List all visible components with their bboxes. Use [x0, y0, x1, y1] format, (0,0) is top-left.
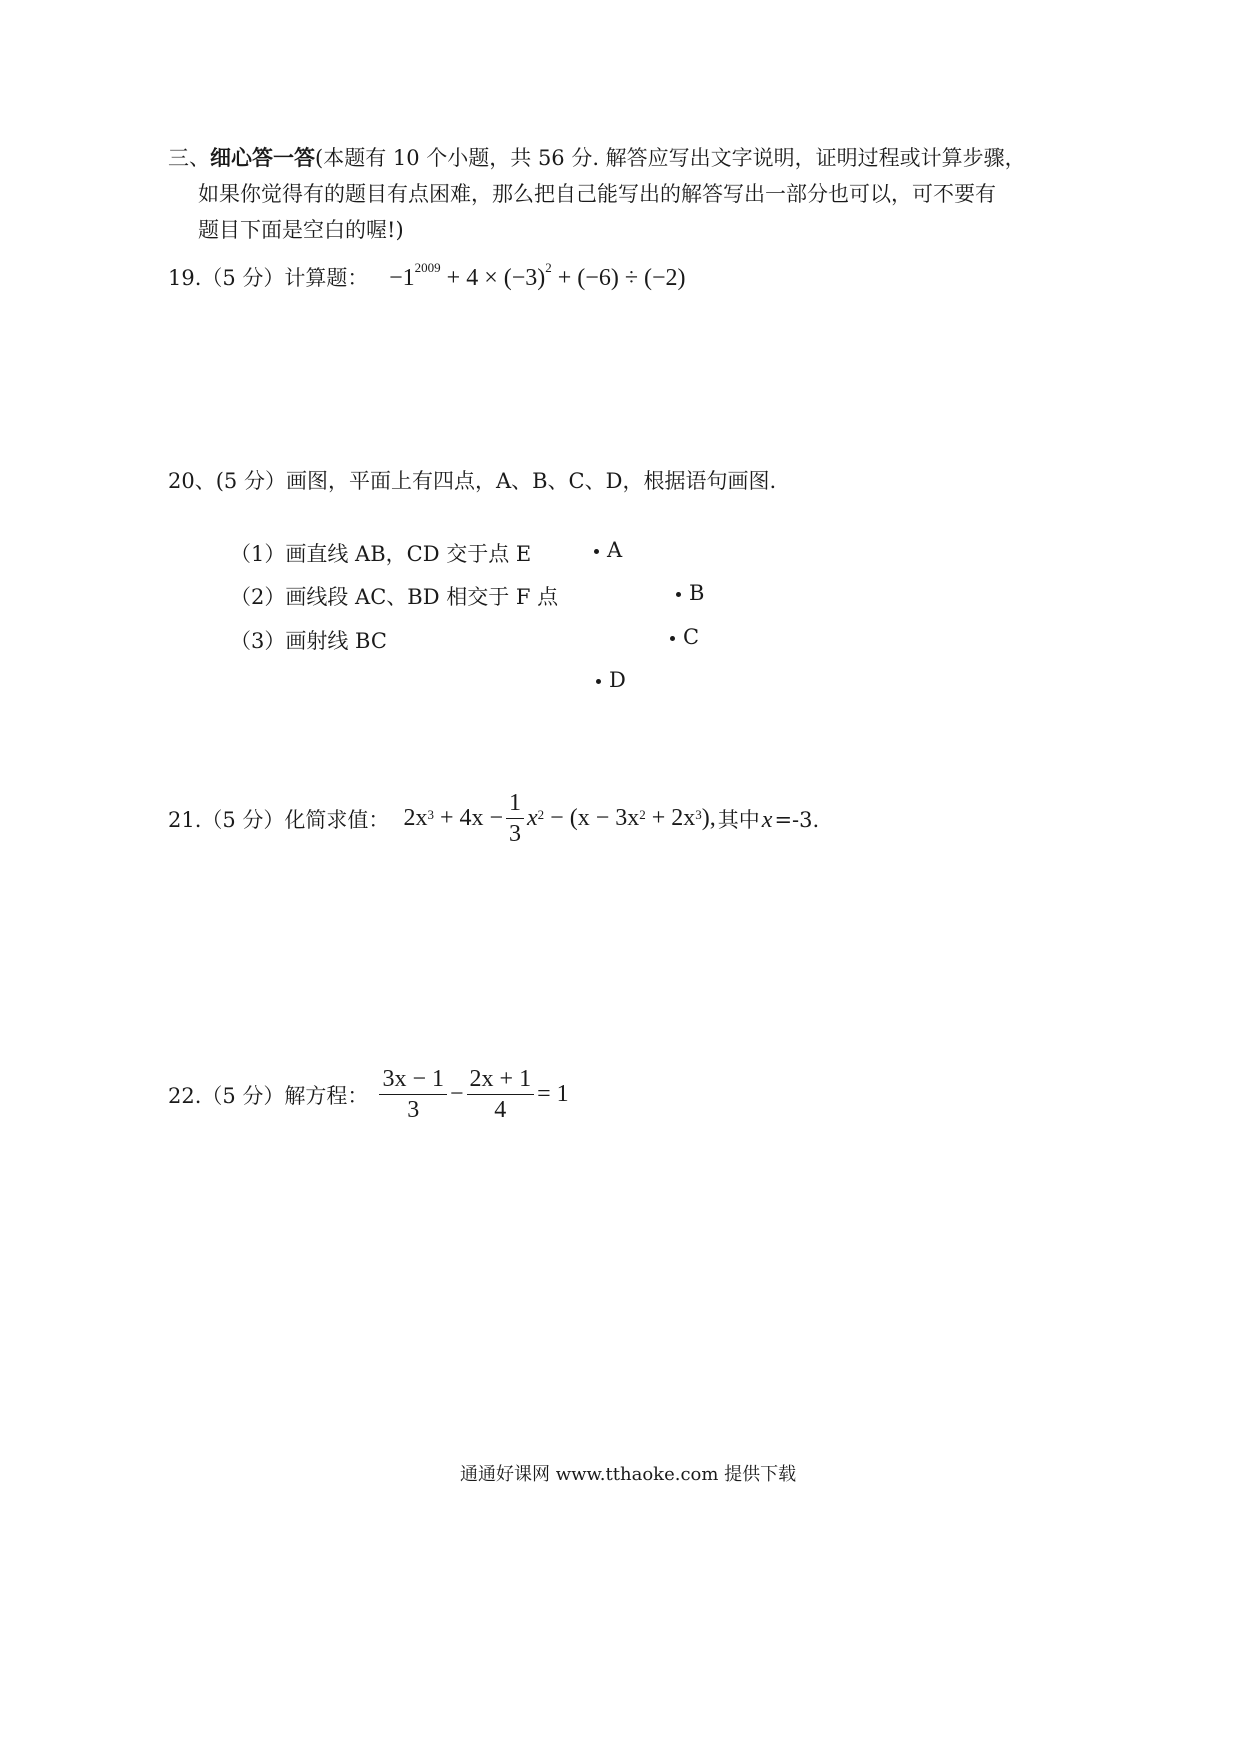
- q21-term-2x: 2x: [403, 805, 428, 832]
- q21-tail-value: =-3.: [774, 807, 820, 832]
- point-b-label: B: [689, 581, 705, 605]
- page-footer: 通通好课网 www.tthaoke.com 提供下载: [460, 1464, 797, 1485]
- q22-minus: −: [449, 1081, 464, 1108]
- q21-tail-text: 其中: [717, 807, 760, 832]
- q22-frac2-den: 4: [494, 1097, 507, 1124]
- section-intro-line2: 如果你觉得有的题目有点困难，那么把自己能写出的解答写出一部分也可以，可不要有: [198, 182, 996, 206]
- point-c-dot: [670, 636, 675, 641]
- section-title: 细心答一答: [210, 145, 315, 170]
- q20-item-2: （2）画线段 AC、BD 相交于 F 点: [230, 585, 559, 609]
- q22-frac2-num: 2x + 1: [467, 1066, 535, 1095]
- question-19-label: 19.（5 分）计算题：: [168, 266, 369, 290]
- question-22: [168, 1066, 569, 1124]
- q19-exp-2: 2: [545, 260, 552, 275]
- q19-term-3: + (−6) ÷ (−2): [557, 265, 686, 291]
- section-number: 三、: [168, 146, 210, 170]
- point-c: [670, 625, 699, 649]
- point-a: [594, 538, 622, 562]
- question-21-formula: 2x $^3$ + 4x − $\frac{1}{3}$ x $^2$ − (x − 3x $^2$ + 2x $^3$ ),: [403, 790, 716, 848]
- point-b-dot: [676, 592, 681, 597]
- q21-term-x: x: [527, 805, 538, 832]
- section-intro-line1: (本题有 10 个小题，共 56 分. 解答应写出文字说明，证明过程或计算步骤，: [315, 146, 1026, 170]
- q22-fraction-2: [467, 1066, 535, 1124]
- point-d-dot: [596, 679, 601, 684]
- q21-tail: [718, 804, 819, 834]
- q21-frac-den: 3: [509, 821, 522, 848]
- point-a-dot: [594, 549, 599, 554]
- question-19-formula: [389, 260, 686, 291]
- q20-item-1: （1）画直线 AB，CD 交于点 E: [230, 542, 532, 566]
- q21-tail-var: x: [761, 806, 773, 833]
- q20-item-3: （3）画射线 BC: [230, 629, 387, 653]
- point-b: [676, 581, 704, 605]
- section-heading: [168, 142, 1026, 172]
- q22-fraction-1: [379, 1066, 447, 1124]
- q19-term-2: + 4 × (−3): [446, 265, 546, 291]
- question-21: [168, 790, 819, 848]
- q21-term-close: ),: [701, 805, 716, 832]
- question-22-label: 22.（5 分）解方程：: [168, 1083, 369, 1108]
- q21-fraction: [506, 790, 524, 848]
- q22-frac1-den: 3: [407, 1097, 420, 1124]
- point-d-label: D: [609, 668, 626, 692]
- question-21-label: 21.（5 分）化简求值：: [168, 807, 390, 832]
- q21-term-2x3: + 2x: [651, 805, 696, 832]
- q21-term-4x: + 4x −: [439, 805, 504, 832]
- q21-frac-num: 1: [506, 790, 524, 819]
- point-d: [596, 668, 626, 692]
- section-intro-line3: 题目下面是空白的喔!): [198, 218, 404, 242]
- question-22-formula: [376, 1066, 568, 1124]
- q19-term-neg: −1: [389, 265, 415, 291]
- q22-rhs: = 1: [537, 1081, 569, 1108]
- question-19: [168, 262, 686, 292]
- point-c-label: C: [683, 625, 700, 649]
- q19-exp-2009: 2009: [414, 260, 441, 275]
- q21-term-paren: − (x − 3x: [550, 805, 640, 832]
- q22-frac1-num: 3x − 1: [379, 1066, 447, 1095]
- question-20-label: 20、(5 分）画图，平面上有四点，A、B、C、D，根据语句画图.: [168, 469, 777, 493]
- point-a-label: A: [607, 538, 623, 562]
